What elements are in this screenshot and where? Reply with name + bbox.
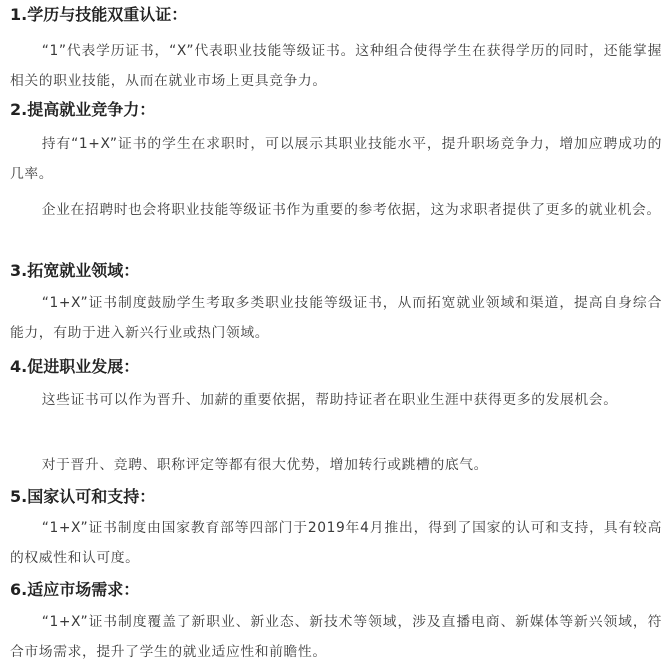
section-4-heading: 4.促进职业发展： xyxy=(10,357,140,376)
section-4-paragraph-2: 对于晋升、竞聘、职称评定等都有很大优势，增加转行或跳槽的底气。 xyxy=(41,457,489,473)
section-3-heading: 3.拓宽就业领域： xyxy=(10,261,140,280)
section-1-heading: 1.学历与技能双重认证： xyxy=(10,5,188,24)
section-6-paragraph-1: “1+X”证书制度覆盖了新职业、新业态、新技术等领域，涉及直播电商、新媒体等新兴领域，符合市场需求，提升了学生的就业适应性和前瞻性。 xyxy=(10,614,662,660)
section-2-paragraph-1: 持有“1+X”证书的学生在求职时，可以展示其职业技能水平，提升职场竞争力，增加应聘成功的几率。 xyxy=(10,136,662,182)
section-6-heading: 6.适应市场需求： xyxy=(10,580,140,599)
section-4-paragraph-1: 这些证书可以作为晋升、加薪的重要依据，帮助持证者在职业生涯中获得更多的发展机会。 xyxy=(41,392,618,408)
section-1-paragraph-1: “1”代表学历证书，“X”代表职业技能等级证书。这种组合使得学生在获得学历的同时，还能掌握相关的职业技能，从而在就业市场上更具竞争力。 xyxy=(10,43,662,89)
section-5-heading: 5.国家认可和支持： xyxy=(10,487,156,506)
section-2-heading: 2.提高就业竞争力： xyxy=(10,100,156,119)
section-5-paragraph-1: “1+X”证书制度由国家教育部等四部门于2019年4月推出，得到了国家的认可和支持，具有较高的权威性和认可度。 xyxy=(10,520,662,566)
section-3-paragraph-1: “1+X”证书制度鼓励学生考取多类职业技能等级证书，从而拓宽就业领域和渠道，提高自身综合能力，有助于进入新兴行业或热门领域。 xyxy=(10,295,662,341)
section-2-paragraph-2: 企业在招聘时也会将职业技能等级证书作为重要的参考依据，这为求职者提供了更多的就业机会。 xyxy=(41,202,661,218)
